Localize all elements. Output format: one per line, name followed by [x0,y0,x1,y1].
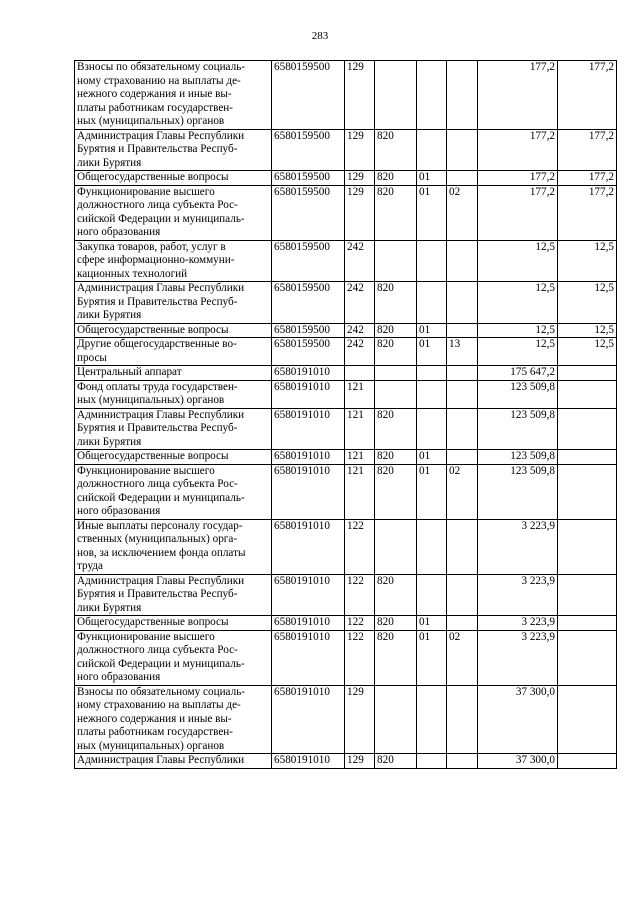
row-vr-cell [345,366,375,381]
row-sum2-cell [558,630,617,685]
row-pr-cell [447,240,478,282]
row-sum1-cell: 123 509,8 [478,408,558,450]
table-row [75,616,617,631]
row-rz-cell [417,240,447,282]
row-name-cell: Администрация Главы Республики Бурятия и Правительства Респуб- лики Бурятия [75,282,272,324]
row-sum2-cell [558,685,617,754]
row-name-cell: Администрация Главы Республики Бурятия и Правительства Респуб- лики Бурятия [75,574,272,616]
row-code-cell: 6580191010 [272,630,345,685]
row-sum1-cell: 177,2 [478,171,558,186]
row-rz-cell [417,129,447,171]
row-code-cell: 6580159500 [272,338,345,366]
row-pr-cell [447,380,478,408]
row-code-cell: 6580159500 [272,282,345,324]
row-vr-cell: 122 [345,519,375,574]
row-rz-cell [417,408,447,450]
row-name-cell: Администрация Главы Республики Бурятия и Правительства Респуб- лики Бурятия [75,129,272,171]
row-name-cell: Другие общегосударственные во- просы [75,338,272,366]
table-row [75,61,617,130]
table-row [75,338,617,366]
row-sum1-cell: 3 223,9 [478,616,558,631]
table-row [75,380,617,408]
row-pr-cell [447,450,478,465]
row-sum2-cell: 12,5 [558,338,617,366]
row-pr-cell [447,282,478,324]
row-vr-cell: 242 [345,282,375,324]
row-vr-cell: 129 [345,171,375,186]
row-rz-cell: 01 [417,450,447,465]
table-row [75,282,617,324]
row-pr-cell [447,171,478,186]
row-code-cell: 6580191010 [272,366,345,381]
row-name-cell: Фонд оплаты труда государствен- ных (муниципальных) органов [75,380,272,408]
row-code-cell: 6580159500 [272,171,345,186]
table-row [75,450,617,465]
row-pr-cell [447,366,478,381]
row-grbs-cell: 820 [375,616,417,631]
row-name-cell: Общегосударственные вопросы [75,616,272,631]
table-row [75,754,617,769]
table-row [75,685,617,754]
row-code-cell: 6580191010 [272,519,345,574]
row-pr-cell [447,408,478,450]
table-row [75,574,617,616]
row-code-cell: 6580159500 [272,240,345,282]
table-row [75,185,617,240]
row-grbs-cell: 820 [375,323,417,338]
row-name-cell: Взносы по обязательному социаль- ному страхованию на выплаты де- нежного содержания и иные вы- платы работникам государствен- ных (муниципальных) органов [75,61,272,130]
row-vr-cell: 121 [345,408,375,450]
row-rz-cell [417,754,447,769]
row-grbs-cell: 820 [375,129,417,171]
row-pr-cell [447,754,478,769]
table-row [75,630,617,685]
row-vr-cell: 122 [345,574,375,616]
row-sum1-cell: 12,5 [478,282,558,324]
row-pr-cell [447,616,478,631]
table-row [75,323,617,338]
row-pr-cell [447,129,478,171]
row-pr-cell [447,574,478,616]
row-vr-cell: 242 [345,323,375,338]
row-sum1-cell: 177,2 [478,61,558,130]
row-rz-cell [417,282,447,324]
row-vr-cell: 121 [345,380,375,408]
row-sum2-cell [558,408,617,450]
row-vr-cell: 129 [345,61,375,130]
row-vr-cell: 122 [345,616,375,631]
row-grbs-cell [375,519,417,574]
row-name-cell: Функционирование высшего должностного лица субъекта Рос- сийской Федерации и муниципаль- ного образования [75,464,272,519]
row-rz-cell [417,685,447,754]
row-rz-cell: 01 [417,323,447,338]
row-name-cell: Функционирование высшего должностного лица субъекта Рос- сийской Федерации и муниципаль- ного образования [75,185,272,240]
row-pr-cell [447,685,478,754]
row-code-cell: 6580191010 [272,574,345,616]
row-pr-cell [447,323,478,338]
row-name-cell: Функционирование высшего должностного лица субъекта Рос- сийской Федерации и муниципаль- ного образования [75,630,272,685]
row-rz-cell: 01 [417,630,447,685]
row-code-cell: 6580191010 [272,450,345,465]
row-grbs-cell: 820 [375,754,417,769]
row-name-cell: Общегосударственные вопросы [75,450,272,465]
row-grbs-cell: 820 [375,171,417,186]
row-name-cell: Общегосударственные вопросы [75,171,272,186]
row-sum1-cell: 3 223,9 [478,519,558,574]
row-rz-cell [417,366,447,381]
row-name-cell: Взносы по обязательному социаль- ному страхованию на выплаты де- нежного содержания и иные вы- платы работникам государствен- ных (муниципальных) органов [75,685,272,754]
row-sum1-cell: 177,2 [478,185,558,240]
table-row [75,519,617,574]
row-name-cell: Иные выплаты персоналу государ- ственных (муниципальных) орга- нов, за исключением фонда оплаты труда [75,519,272,574]
table-row [75,171,617,186]
row-sum1-cell: 37 300,0 [478,685,558,754]
row-name-cell: Закупка товаров, работ, услуг в сфере информационно-коммуни- кационных технологий [75,240,272,282]
row-rz-cell: 01 [417,185,447,240]
budget-table [74,60,617,769]
page-number: 283 [311,30,329,42]
row-name-cell: Администрация Главы Республики Бурятия и Правительства Респуб- лики Бурятия [75,408,272,450]
row-vr-cell: 129 [345,754,375,769]
row-sum1-cell: 12,5 [478,240,558,282]
table-row [75,366,617,381]
row-sum1-cell: 123 509,8 [478,464,558,519]
row-grbs-cell [375,61,417,130]
row-sum2-cell [558,464,617,519]
table-row [75,408,617,450]
row-sum2-cell [558,519,617,574]
row-pr-cell: 13 [447,338,478,366]
row-vr-cell: 242 [345,240,375,282]
row-sum1-cell: 123 509,8 [478,450,558,465]
row-vr-cell: 242 [345,338,375,366]
row-rz-cell [417,380,447,408]
row-grbs-cell: 820 [375,282,417,324]
row-vr-cell: 129 [345,185,375,240]
table-row [75,129,617,171]
row-grbs-cell [375,240,417,282]
row-vr-cell: 129 [345,685,375,754]
row-code-cell: 6580191010 [272,408,345,450]
row-code-cell: 6580191010 [272,685,345,754]
row-sum2-cell: 177,2 [558,61,617,130]
row-name-cell: Общегосударственные вопросы [75,323,272,338]
row-sum2-cell [558,754,617,769]
row-grbs-cell [375,685,417,754]
row-grbs-cell: 820 [375,574,417,616]
row-pr-cell: 02 [447,464,478,519]
row-grbs-cell: 820 [375,464,417,519]
row-sum2-cell [558,366,617,381]
row-name-cell: Администрация Главы Республики [75,754,272,769]
row-sum2-cell [558,574,617,616]
row-rz-cell: 01 [417,338,447,366]
row-grbs-cell: 820 [375,338,417,366]
row-code-cell: 6580191010 [272,754,345,769]
row-vr-cell: 121 [345,450,375,465]
row-sum2-cell [558,616,617,631]
row-code-cell: 6580159500 [272,129,345,171]
row-rz-cell [417,61,447,130]
row-grbs-cell: 820 [375,630,417,685]
row-rz-cell: 01 [417,616,447,631]
row-sum1-cell: 12,5 [478,338,558,366]
row-pr-cell [447,519,478,574]
row-code-cell: 6580191010 [272,464,345,519]
row-sum1-cell: 3 223,9 [478,574,558,616]
table-body [75,61,617,769]
row-vr-cell: 122 [345,630,375,685]
row-rz-cell: 01 [417,464,447,519]
row-sum1-cell: 123 509,8 [478,380,558,408]
row-rz-cell: 01 [417,171,447,186]
row-sum1-cell: 177,2 [478,129,558,171]
row-pr-cell [447,61,478,130]
row-code-cell: 6580159500 [272,61,345,130]
row-sum2-cell: 177,2 [558,129,617,171]
table-row [75,240,617,282]
row-sum2-cell [558,380,617,408]
row-sum2-cell: 177,2 [558,185,617,240]
table-row [75,464,617,519]
row-vr-cell: 121 [345,464,375,519]
row-name-cell: Центральный аппарат [75,366,272,381]
row-sum2-cell: 12,5 [558,323,617,338]
row-sum1-cell: 175 647,2 [478,366,558,381]
row-sum2-cell [558,450,617,465]
row-grbs-cell: 820 [375,185,417,240]
row-sum2-cell: 12,5 [558,240,617,282]
row-code-cell: 6580191010 [272,380,345,408]
row-sum2-cell: 177,2 [558,171,617,186]
row-sum1-cell: 37 300,0 [478,754,558,769]
row-sum1-cell: 3 223,9 [478,630,558,685]
row-vr-cell: 129 [345,129,375,171]
row-pr-cell: 02 [447,185,478,240]
row-grbs-cell [375,366,417,381]
row-rz-cell [417,574,447,616]
row-code-cell: 6580159500 [272,323,345,338]
row-code-cell: 6580191010 [272,616,345,631]
row-grbs-cell: 820 [375,450,417,465]
row-sum1-cell: 12,5 [478,323,558,338]
row-rz-cell [417,519,447,574]
row-grbs-cell: 820 [375,408,417,450]
row-sum2-cell: 12,5 [558,282,617,324]
row-code-cell: 6580159500 [272,185,345,240]
row-grbs-cell [375,380,417,408]
row-pr-cell: 02 [447,630,478,685]
